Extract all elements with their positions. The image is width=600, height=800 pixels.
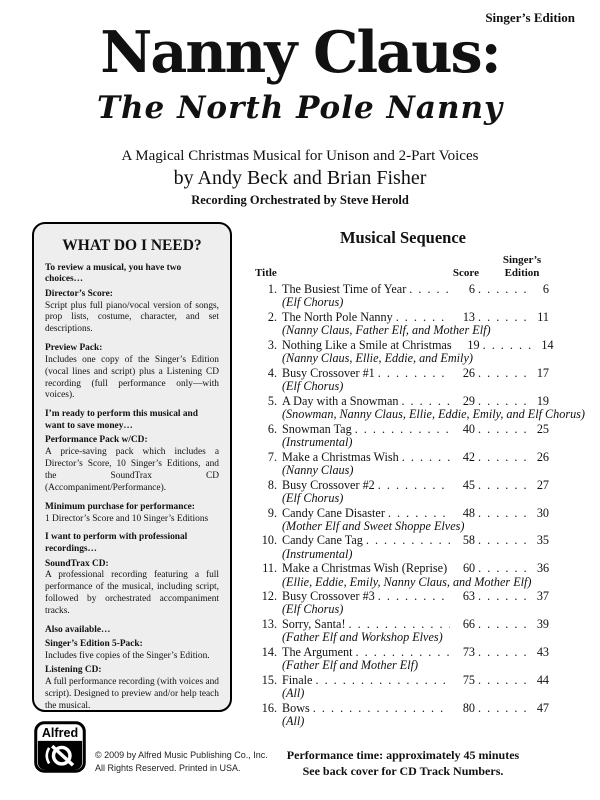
info-box-heading: WHAT DO I NEED? [62,237,202,254]
song-number: 6. [267,421,277,436]
score-page: 48 [462,505,475,520]
dot-leader [315,674,450,687]
authors-line: by Andy Beck and Brian Fisher [173,167,427,189]
dot-leader [478,674,528,687]
dot-leader [355,423,450,436]
song-number: 1. [267,282,277,297]
score-page: 45 [462,477,475,492]
edition-page: 35 [536,533,549,548]
edition-page: 6 [542,282,549,297]
dot-leader [478,367,528,380]
dot-leader [478,618,528,631]
item-body: Includes five copies of the Singer’s Edition. [45,650,210,661]
column-header-singers-edition [495,254,549,279]
alfred-logo [34,721,86,778]
edition-label: Singer’s Edition [485,10,575,25]
sequence-row [255,367,551,393]
song-title: Snowman Tag [282,421,352,436]
copyright-line1: © 2009 by Alfred Music Publishing Co., Inc. [95,750,268,760]
page-title: Nanny Claus: [100,19,500,86]
song-cast: (Father Elf and Mother Elf) [282,658,419,673]
info-section-item [45,639,219,663]
sequence-rows [255,282,585,729]
song-title: The North Pole Nanny [282,310,393,325]
sequence-row [255,479,551,505]
dot-leader [478,562,528,575]
column-header-edition: Edition [504,266,540,279]
edition-page: 44 [536,672,549,687]
sequence-row [255,283,551,309]
sequence-row [255,338,554,366]
edition-page: 26 [536,449,549,464]
song-number: 13. [261,617,277,632]
song-title: Busy Crossover #3 [282,589,375,604]
song-number: 11. [262,561,277,576]
song-cast: (Mother Elf and Sweet Shoppe Elves) [282,518,465,533]
info-section-lead: I want to perform with professional recordings… [45,532,188,555]
song-number: 4. [267,366,277,380]
score-page: 29 [462,393,475,408]
sequence-row [255,702,551,728]
song-number: 12. [261,589,277,604]
info-section-item [45,343,219,402]
song-title: Sorry, Santa! [282,617,346,632]
dot-leader [378,367,450,380]
copyright [95,749,268,775]
song-cast: (Elf Chorus) [282,379,344,394]
edition-page: 30 [536,505,549,520]
song-title: Bows [282,700,310,715]
dot-leader [478,451,528,464]
sequence-row [255,423,551,449]
item-label: Director’s Score: [45,288,113,299]
sequence-row [255,590,551,616]
item-label: Minimum purchase for performance: [45,501,195,512]
song-title: A Day with a Snowman [282,393,399,408]
song-title: The Argument [282,645,353,660]
song-cast: (Father Elf and Workshop Elves) [282,630,443,645]
dot-leader [478,423,528,436]
sequence-row [255,311,551,337]
info-box-sections [45,263,219,712]
song-number: 2. [267,310,277,325]
edition-page: 25 [536,421,549,436]
dot-leader [478,702,528,715]
performance-time: Performance time: approximately 45 minutes [286,748,520,762]
sequence-row [255,562,551,588]
info-section-item [45,559,219,618]
song-title: Make a Christmas Wish [282,449,399,464]
dot-leader [478,507,528,520]
tagline: A Magical Christmas Musical for Unison and 2-Part Voices [121,148,479,164]
footer-note [255,747,551,779]
item-label: Performance Pack w/CD: [45,435,148,446]
song-cast: (Elf Chorus) [282,602,344,617]
column-header-score: Score [452,266,479,279]
dot-leader [478,646,528,659]
sequence-row [255,534,551,560]
edition-page: 27 [536,477,549,492]
dot-leader [402,451,450,464]
edition-page: 36 [536,561,550,576]
song-cast: (Elf Chorus) [282,295,344,310]
copyright-line2: All Rights Reserved. Printed in USA. [95,763,241,774]
edition-page: 43 [536,645,549,660]
item-label: Singer’s Edition 5-Pack: [45,639,143,650]
dot-leader [478,590,528,603]
edition-page: 19 [536,393,549,408]
dot-leader [313,702,450,715]
sequence-heading: Musical Sequence [339,228,467,247]
score-page: 19 [467,338,480,353]
dot-leader [478,283,528,296]
edition-page: 11 [537,310,549,325]
info-section-item [45,665,219,712]
song-title: The Busiest Time of Year [282,282,407,297]
score-page: 63 [462,589,475,604]
sequence-row [255,618,551,644]
score-page: 66 [462,617,475,632]
info-section-item [45,289,219,336]
sequence-row [255,507,551,533]
item-label: Preview Pack: [45,343,103,354]
cd-track-note: See back cover for CD Track Numbers. [302,764,504,779]
song-title: Busy Crossover #2 [282,477,375,492]
song-number: 5. [267,393,277,408]
edition-page: 37 [536,589,549,604]
song-number: 3. [267,338,277,353]
song-cast: (Ellie, Eddie, Emily, Nanny Claus, and Mother Elf) [282,574,532,589]
score-page: 40 [462,421,475,436]
song-cast: (Nanny Claus, Ellie, Eddie, and Emily) [282,351,473,366]
song-number: 9. [267,505,277,520]
item-body: A full performance recording (with voices and script). Designed to preview and/or help teach the musical. [45,677,219,711]
dot-leader [478,479,528,492]
musical-sequence [255,228,585,730]
song-cast: (Instrumental) [282,546,353,561]
info-section-lead: Also available… [45,624,111,635]
song-cast: (All) [282,714,305,729]
column-header-title: Title [255,266,277,279]
score-page: 42 [462,449,475,464]
song-cast: (Elf Chorus) [282,490,344,505]
score-page: 73 [462,645,475,660]
info-section-lead: To review a musical, you have two choices… [45,262,182,285]
song-title: Candy Cane Disaster [282,505,385,520]
item-body: Includes one copy of the Singer’s Edition (vocal lines and script) plus a Listening CD recording (full performance only—with voices). [45,354,219,401]
item-body: A professional recording featuring a full performance of the musical, including script, followed by orchestrated accompaniment tracks. [45,570,219,616]
score-page: 13 [462,310,475,325]
score-page: 60 [462,561,476,576]
orchestration-credit: Recording Orchestrated by Steve Herold [191,193,409,207]
sequence-row [255,393,585,422]
edition-page: 47 [536,700,549,715]
song-title: Make a Christmas Wish (Reprise) [282,561,448,576]
sequence-row [255,451,551,477]
song-cast: (Snowman, Nanny Claus, Ellie, Eddie, Emily, and Elf Chorus) [282,407,585,422]
dot-leader [366,534,450,547]
item-body: A price-saving pack which includes a Director’s Score, 10 Singer’s Editions, and the SoundTrax CD (Accompaniment/Performance). [45,447,219,493]
score-page: 58 [462,533,475,548]
alfred-logo-text: Alfred [41,726,79,741]
song-cast: (Nanny Claus) [282,462,354,477]
song-title: Candy Cane Tag [282,533,363,548]
song-title: Finale [282,672,313,687]
song-cast: (Instrumental) [282,435,353,450]
edition-page: 14 [541,338,554,353]
score-page: 80 [462,700,475,715]
song-number: 14. [261,645,277,660]
score-page: 26 [462,366,475,380]
song-title: Nothing Like a Smile at Christmas [282,338,452,353]
song-number: 7. [267,449,277,464]
song-number: 16. [261,700,277,715]
info-section-lead: I’m ready to perform this musical and want to save money… [45,409,198,432]
sequence-column-headers [255,254,551,279]
dot-leader [378,479,450,492]
edition-page: 17 [536,366,549,380]
item-body: 1 Director’s Score and 10 Singer’s Editions [45,513,209,524]
score-page: 75 [462,672,475,687]
info-section-item [45,502,219,526]
song-cast: (Nanny Claus, Father Elf, and Mother Elf) [282,323,491,338]
page-subtitle-script: The North Pole Nanny [96,90,504,126]
item-label: Listening CD: [45,665,102,676]
dot-leader [388,507,450,520]
song-number: 8. [267,477,277,492]
info-section-item [45,435,219,494]
dot-leader [483,339,533,352]
item-label: SoundTrax CD: [45,558,109,569]
item-body: Script plus full piano/vocal version of songs, prop lists, costume, character, and set descriptions. [45,300,219,335]
song-cast: (All) [282,686,305,701]
dot-leader [409,283,450,296]
alfred-logo-graphic [34,721,86,773]
sequence-row [255,674,551,700]
what-do-i-need-box [32,222,232,712]
score-page: 6 [468,282,475,297]
song-title: Busy Crossover #1 [282,366,375,380]
song-number: 15. [261,672,277,687]
sequence-row [255,646,551,672]
column-header-singers: Singer’s [502,254,542,266]
edition-page: 39 [536,617,549,632]
song-number: 10. [261,533,277,548]
dot-leader [478,534,528,547]
dot-leader [378,590,450,603]
